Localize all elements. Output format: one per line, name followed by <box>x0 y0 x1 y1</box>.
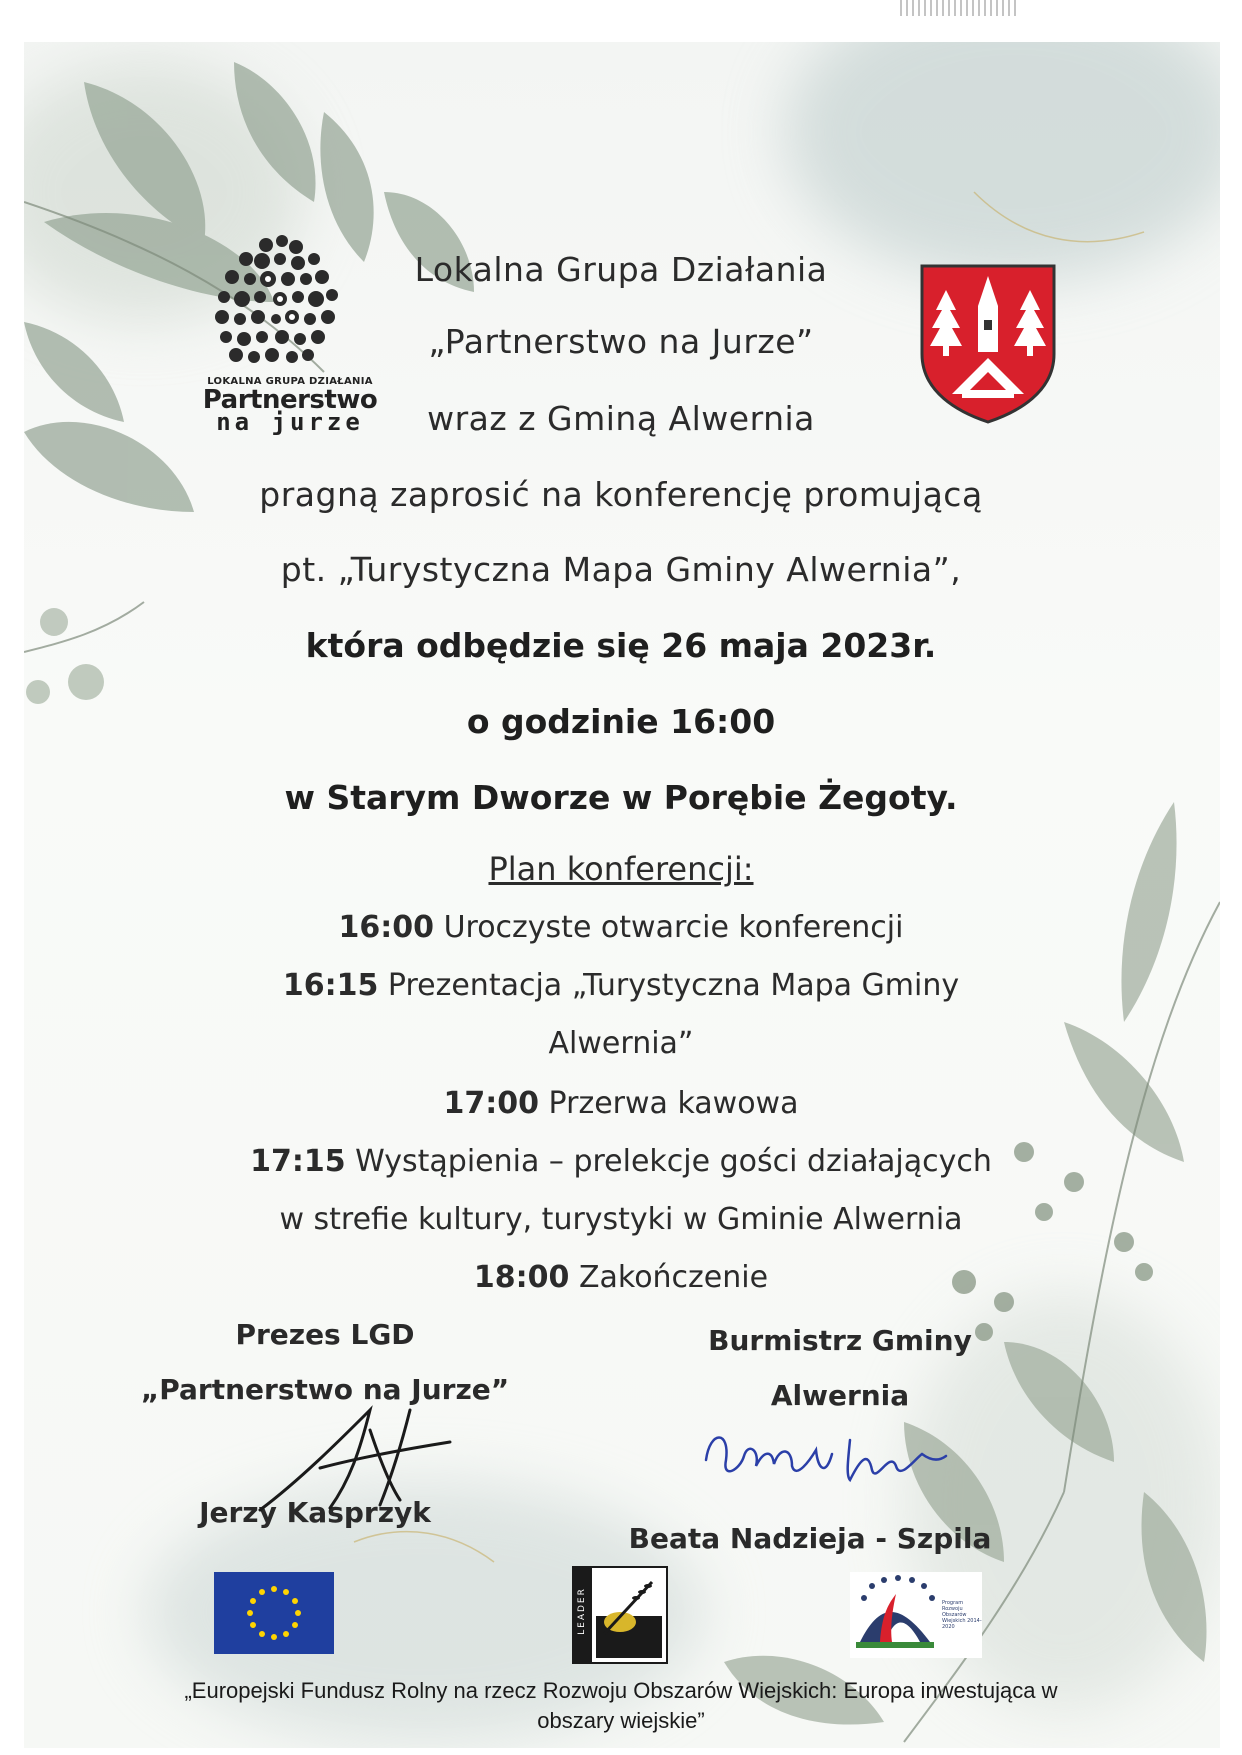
eu-flag-logo <box>214 1572 334 1654</box>
leader-logo <box>572 1566 668 1664</box>
agenda-text: Zakończenie <box>578 1260 769 1295</box>
signatory-organization: Alwernia <box>770 1379 910 1412</box>
agenda-time: 17:00 <box>443 1086 539 1121</box>
eafrd-footer-line-1: „Europejski Fundusz Rolny na rzecz Rozwoju Obszarów Wiejskich: Europa inwestująca w <box>184 1678 1058 1703</box>
agenda-text: Wystąpienia – prelekcje gości działających <box>355 1144 992 1179</box>
agenda-text: Prezentacja „Turystyczna Mapa Gminy <box>387 968 960 1003</box>
leader-emblem-icon <box>574 1568 666 1662</box>
handwritten-signature-left <box>250 1390 460 1520</box>
intro-line-1: Lokalna Grupa Działania <box>414 250 828 289</box>
agenda-item <box>0 1086 1242 1121</box>
agenda-time: 17:15 <box>250 1144 346 1179</box>
agenda-time: 18:00 <box>473 1260 570 1295</box>
agenda-text: w strefie kultury, turystyki w Gminie Alwernia <box>279 1202 963 1237</box>
agenda-text: Uroczyste otwarcie konferencji <box>443 910 904 945</box>
event-date: która odbędzie się 26 maja 2023r. <box>305 626 937 665</box>
intro-line-4: pragną zaprosić na konferencję promującą <box>259 475 983 514</box>
event-time: o godzinie 16:00 <box>466 702 776 741</box>
eu-stars-icon <box>214 1572 334 1654</box>
handwritten-signature-right <box>700 1420 950 1500</box>
intro-line-2: „Partnerstwo na Jurze” <box>428 322 814 361</box>
agenda-item <box>0 968 1242 1003</box>
leader-label: LEADER <box>577 1587 587 1635</box>
agenda-time: 16:15 <box>282 968 379 1003</box>
lgd-logo-wordmark: Partnerstwo <box>202 385 378 415</box>
signature-right <box>690 1324 990 1434</box>
prow-emblem-icon <box>850 1572 940 1658</box>
agenda-item-continued <box>0 1026 1242 1061</box>
agenda-text: Przerwa kawowa <box>548 1086 799 1121</box>
agenda-item <box>0 1260 1242 1295</box>
event-location: w Starym Dworze w Porębie Żegoty. <box>284 778 958 817</box>
agenda-text: Alwernia” <box>548 1026 694 1061</box>
signatory-organization: „Partnerstwo na Jurze” <box>140 1373 510 1406</box>
signatory-title: Burmistrz Gminy <box>708 1324 972 1357</box>
conference-title: pt. „Turystyczna Mapa Gminy Alwernia”, <box>280 550 962 589</box>
prow-program-name: Program Rozwoju Obszarów Wiejskich <box>942 1600 967 1624</box>
agenda-item-continued <box>0 1202 1242 1237</box>
agenda-time: 16:00 <box>338 910 435 945</box>
lgd-logo-wordmark-2: na jurze <box>216 408 364 436</box>
eafrd-footer-line-2: obszary wiejskie” <box>537 1708 705 1733</box>
signatory-name-right: Beata Nadzieja - Szpila <box>628 1522 992 1555</box>
agenda-item <box>0 910 1242 945</box>
signatory-title: Prezes LGD <box>235 1318 415 1351</box>
scan-artifact <box>900 0 1020 16</box>
intro-line-3: wraz z Gminą Alwernia <box>427 399 815 438</box>
signatory-name-left: Jerzy Kasprzyk <box>199 1496 431 1529</box>
prow-years: 2014-2020 <box>942 1618 982 1630</box>
lgd-logo-caption: LOKALNA GRUPA DZIAŁANIA <box>207 376 373 387</box>
agenda-item <box>0 1144 1242 1179</box>
prow-caption <box>942 1600 984 1630</box>
plan-heading: Plan konferencji: <box>488 850 754 888</box>
